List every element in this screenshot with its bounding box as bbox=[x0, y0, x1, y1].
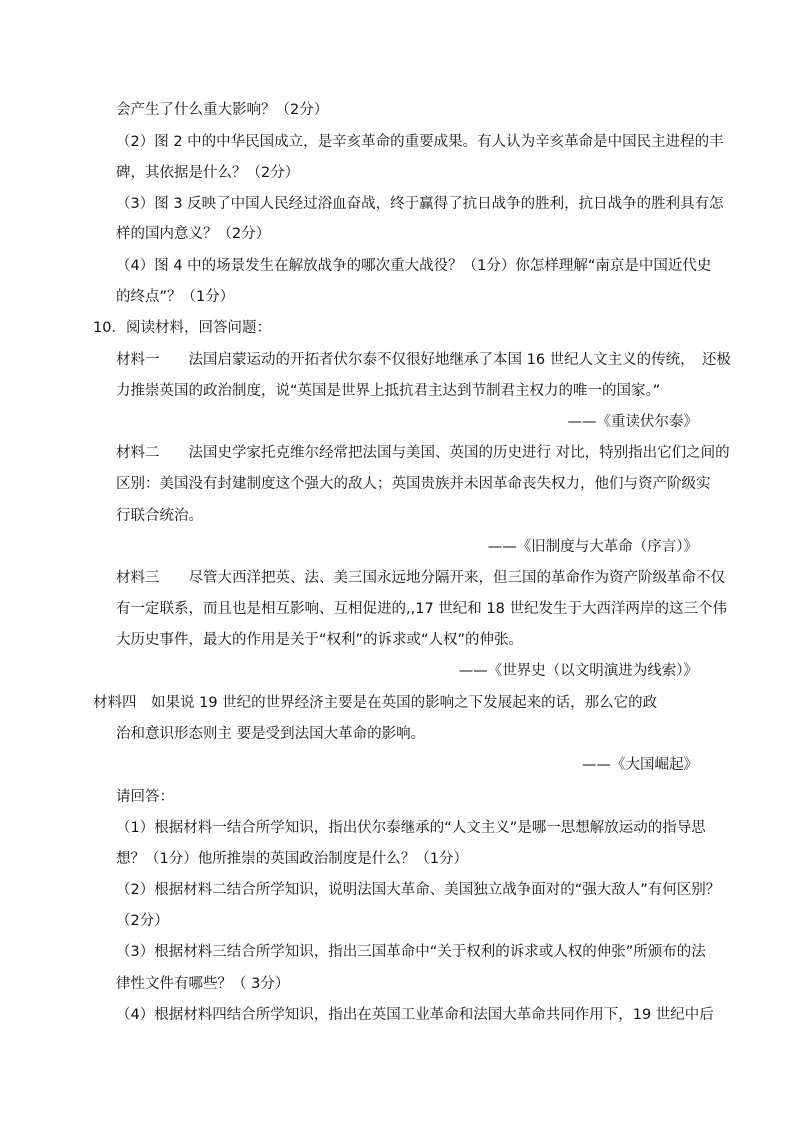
material-3-line: 材料三 尽管大西洋把英、法、美三国永远地分隔开来，但三国的革命作为资产阶级革命不仅 bbox=[116, 570, 725, 586]
material-2-source: ——《旧制度与大革命（序言）》 bbox=[487, 539, 698, 555]
sub-question-3: （3）根据材料三结合所学知识，指出三国革命中“关于权利的诉求或人权的伸张”所颁布的法 bbox=[116, 944, 706, 960]
sub-question-1: 想？（1分）他所推崇的英国政治制度是什么？（1分） bbox=[116, 851, 468, 867]
text-line: 的终点”？（1分） bbox=[116, 289, 235, 305]
question-heading: 10．阅读材料，回答问题： bbox=[93, 320, 271, 336]
material-3-line: 大历史事件，最大的作用是关于“权利”的诉求或“人权”的伸张。 bbox=[116, 632, 524, 648]
text-line: 样的国内意义？（2分） bbox=[116, 226, 271, 242]
sub-question-3: 律性文件有哪些？（ 3分） bbox=[116, 976, 290, 992]
material-1-line: 力推崇英国的政治制度，说“英国是世界上抵抗君主达到节制君主权力的唯一的国家。” bbox=[116, 383, 661, 399]
material-1-line: 材料一 法国启蒙运动的开拓者伏尔泰不仅很好地继承了本国 16 世纪人文主义的传统， 还极 bbox=[116, 352, 731, 368]
text-line: 会产生了什么重大影响？（2分） bbox=[116, 102, 329, 118]
sub-question-2: （2）根据材料二结合所学知识，说明法国大革命、美国独立战争面对的“强大敌人”有何区别？ bbox=[116, 882, 721, 898]
material-2-line: 行联合统治。 bbox=[116, 508, 203, 524]
sub-question-4: （4）根据材料四结合所学知识，指出在英国工业革命和法国大革命共同作用下，19 世纪中后 bbox=[116, 1007, 714, 1023]
material-4-line: 治和意识形态则主 要是受到法国大革命的影响。 bbox=[116, 726, 426, 742]
text-line: （3）图 3 反映了中国人民经过浴血奋战，终于赢得了抗日战争的胜利，抗日战争的胜利具有怎 bbox=[116, 196, 724, 212]
text-line: （2）图 2 中的中华民国成立，是辛亥革命的重要成果。有人认为辛亥革命是中国民主进程的丰 bbox=[116, 134, 724, 150]
material-4-source: ——《大国崛起》 bbox=[582, 757, 698, 773]
material-1-source: ——《重读伏尔泰》 bbox=[567, 414, 698, 430]
material-3-line: 有一定联系，而且也是相互影响、互相促进的,,17 世纪和 18 世纪发生于大西洋两岸的这三个伟 bbox=[116, 601, 727, 617]
material-2-line: 区别：美国没有封建制度这个强大的敌人；英国贵族并未因革命丧失权力，他们与资产阶级实 bbox=[116, 476, 711, 492]
text-line: （4）图 4 中的场景发生在解放战争的哪次重大战役？（1分）你怎样理解“南京是中国近代史 bbox=[116, 258, 712, 274]
sub-question-2: （2分） bbox=[116, 913, 169, 929]
ask-label: 请回答： bbox=[116, 789, 174, 805]
material-4-line: 材料四 如果说 19 世纪的世界经济主要是在英国的影响之下发展起来的话，那么它的政 bbox=[93, 695, 658, 711]
sub-question-1: （1）根据材料一结合所学知识，指出伏尔泰继承的“人文主义”是哪一思想解放运动的指导思 bbox=[116, 820, 706, 836]
material-3-source: ——《世界史（以文明演进为线索）》 bbox=[458, 663, 698, 679]
material-2-line: 材料二 法国史学家托克维尔经常把法国与美国、英国的历史进行 对比，特别指出它们之间的 bbox=[116, 445, 730, 461]
text-line: 碑，其依据是什么？（2分） bbox=[116, 165, 300, 181]
